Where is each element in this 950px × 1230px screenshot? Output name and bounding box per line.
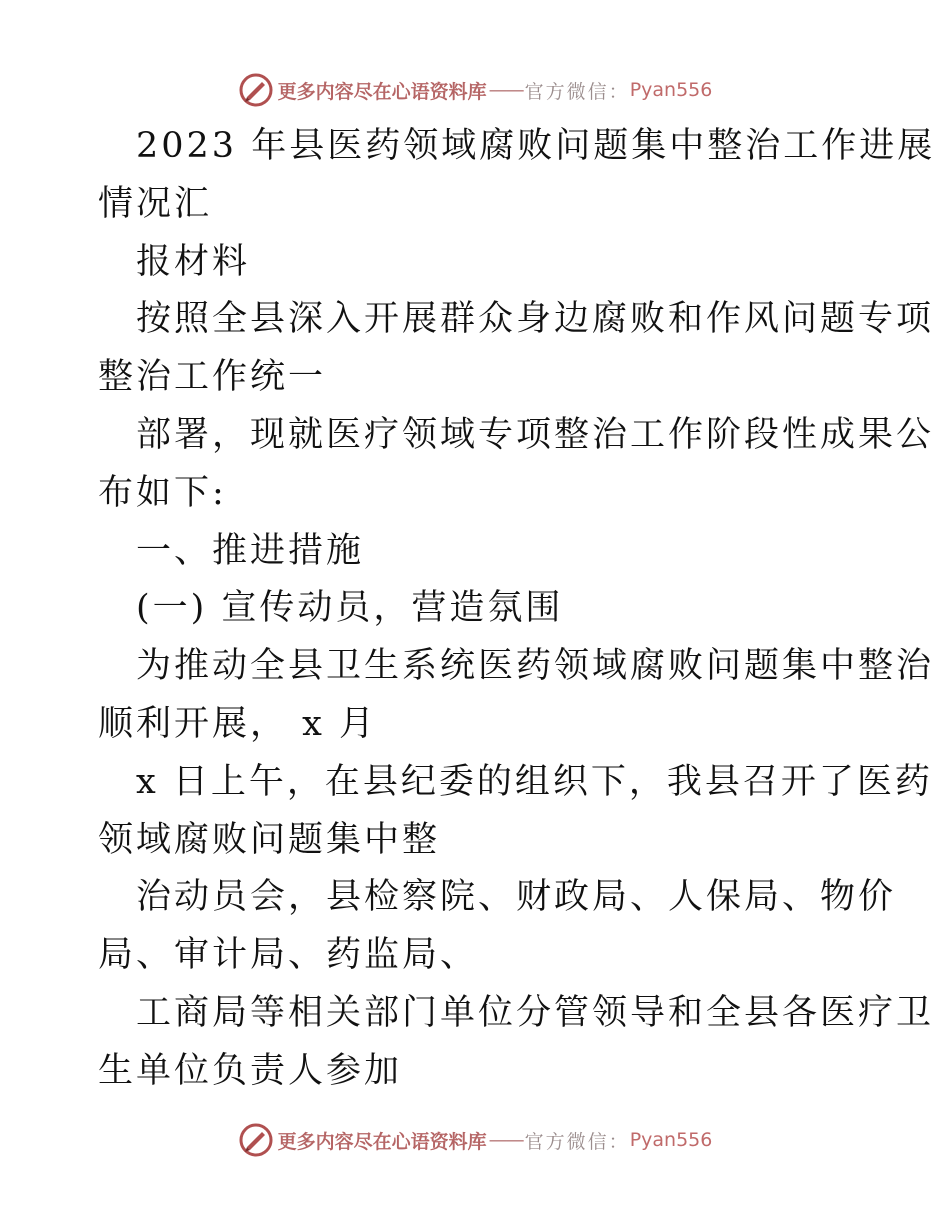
paragraph-line: 生单位负责人参加 (98, 1050, 403, 1091)
paragraph-line: 按照全县深入开展群众身边腐败和作风问题专项 (136, 299, 935, 340)
pen-logo-icon (238, 1122, 274, 1158)
section-heading: 一、推进措施 (136, 530, 365, 571)
paragraph-line: 治动员会，县检察院、财政局、人保局、物价 (136, 877, 897, 918)
document-title-line-3: 报材料 (136, 241, 251, 282)
subsection-heading: (一) 宣传动员，营造氛围 (136, 588, 564, 629)
paragraph-line: 为推动全县卫生系统医药领域腐败问题集中整治 (136, 646, 935, 687)
pen-logo-icon (238, 72, 274, 108)
document-title-line-2: 情况汇 (98, 183, 213, 224)
paragraph-line: 领域腐败问题集中整 (98, 819, 441, 860)
watermark-id: Pyan556 (629, 1129, 713, 1151)
watermark-label: 官方微信： (524, 80, 630, 103)
paragraph-line: 部署，现就医疗领域专项整治工作阶段性成果公 (136, 414, 935, 455)
watermark-brand: 更多内容尽在心语资料库 (277, 1130, 487, 1153)
paragraph-line: 整治工作统一 (98, 357, 327, 398)
header-watermark (0, 70, 950, 110)
document-title-line-1: 2023 年县医药领域腐败问题集中整治工作进展 (136, 126, 936, 166)
document-body (98, 118, 936, 1101)
paragraph-line: x 日上午，在县纪委的组织下，我县召开了医药 (136, 761, 933, 802)
watermark-id: Pyan556 (629, 79, 713, 101)
watermark-brand: 更多内容尽在心语资料库 (277, 80, 487, 103)
paragraph-line: 布如下: (98, 472, 227, 513)
watermark-label: 官方微信： (524, 1130, 630, 1153)
watermark-dash: —— (488, 79, 523, 101)
footer-watermark (0, 1120, 950, 1160)
paragraph-line: 局、审计局、药监局、 (98, 935, 479, 976)
paragraph-line: 工商局等相关部门单位分管领导和全县各医疗卫 (136, 992, 935, 1033)
paragraph-line: 顺利开展， x 月 (98, 703, 377, 744)
watermark-dash: —— (488, 1129, 523, 1151)
